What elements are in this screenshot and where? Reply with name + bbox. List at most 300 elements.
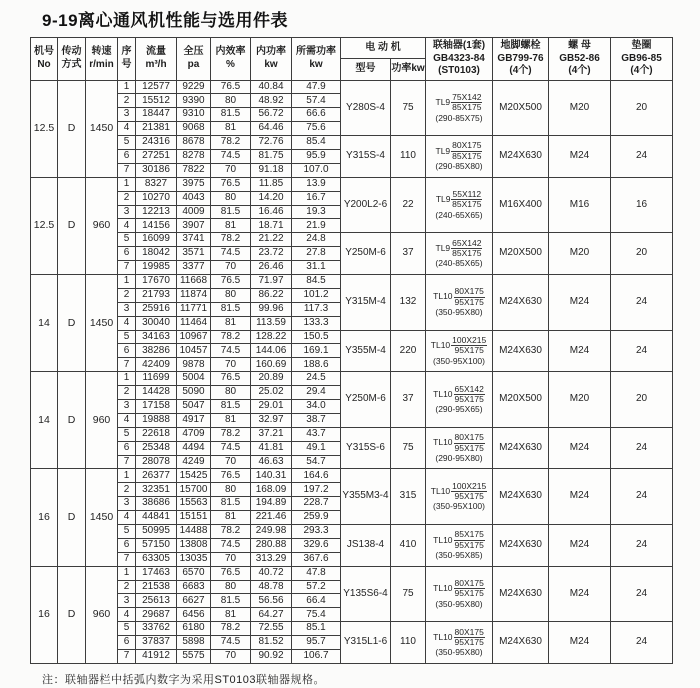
internal-power: 194.89 xyxy=(251,497,292,511)
coupling-note: (290-95X80) xyxy=(435,452,483,463)
column-subheader: 功率kw xyxy=(391,59,426,80)
flow-rate: 24316 xyxy=(136,136,177,150)
seq-no: 1 xyxy=(118,274,136,288)
required-power: 47.9 xyxy=(292,80,341,94)
seq-no: 3 xyxy=(118,399,136,413)
required-power: 21.9 xyxy=(292,219,341,233)
seq-no: 6 xyxy=(118,636,136,650)
table-row xyxy=(31,525,673,539)
coupling-fraction-top: 80X175 xyxy=(454,286,484,297)
total-pressure: 15563 xyxy=(177,497,211,511)
coupling-spec xyxy=(426,177,493,233)
table-row xyxy=(31,427,673,441)
anchor-bolt: M20X500 xyxy=(493,233,549,275)
header-row xyxy=(31,38,673,59)
table-row xyxy=(31,372,673,386)
coupling-note: (290-85X80) xyxy=(435,161,483,172)
motor-model: Y280S-4 xyxy=(341,80,391,136)
required-power: 95.9 xyxy=(292,149,341,163)
total-pressure: 10967 xyxy=(177,330,211,344)
required-power: 66.4 xyxy=(292,594,341,608)
coupling-fraction xyxy=(451,93,482,113)
internal-power: 40.84 xyxy=(251,80,292,94)
coupling-main xyxy=(436,190,482,210)
table-row xyxy=(31,622,673,636)
column-header xyxy=(493,38,549,81)
flow-rate: 21793 xyxy=(136,288,177,302)
flow-rate: 30186 xyxy=(136,163,177,177)
flow-rate: 50995 xyxy=(136,525,177,539)
seq-no: 7 xyxy=(118,163,136,177)
required-power: 95.7 xyxy=(292,636,341,650)
internal-power: 21.22 xyxy=(251,233,292,247)
nut: M24 xyxy=(549,274,611,330)
internal-power: 41.81 xyxy=(251,441,292,455)
flow-rate: 44841 xyxy=(136,511,177,525)
seq-no: 2 xyxy=(118,386,136,400)
seq-no: 4 xyxy=(118,511,136,525)
internal-power: 14.20 xyxy=(251,191,292,205)
seq-no: 2 xyxy=(118,94,136,108)
machine-no: 12.5 xyxy=(31,177,58,274)
required-power: 19.3 xyxy=(292,205,341,219)
seq-no: 7 xyxy=(118,358,136,372)
internal-power: 46.63 xyxy=(251,455,292,469)
coupling-spec xyxy=(426,136,493,178)
table-row xyxy=(31,177,673,191)
coupling-fraction xyxy=(454,385,485,405)
internal-power: 40.72 xyxy=(251,566,292,580)
flow-rate: 10270 xyxy=(136,191,177,205)
internal-efficiency: 76.5 xyxy=(211,372,251,386)
total-pressure: 11668 xyxy=(177,274,211,288)
flow-rate: 21538 xyxy=(136,580,177,594)
fan-table xyxy=(30,37,673,664)
motor-power: 75 xyxy=(391,427,426,469)
internal-efficiency: 81 xyxy=(211,413,251,427)
drive-mode: D xyxy=(58,274,86,371)
nut: M20 xyxy=(549,233,611,275)
coupling-fraction-top: 100X215 xyxy=(452,480,487,491)
header-line: (4个) xyxy=(630,65,653,76)
coupling-prefix: TL10 xyxy=(433,388,453,399)
coupling-spec xyxy=(426,566,493,622)
header-line: 地脚螺栓 xyxy=(500,40,541,51)
total-pressure: 13808 xyxy=(177,538,211,552)
flow-rate: 18447 xyxy=(136,108,177,122)
coupling-note: (240-65X65) xyxy=(435,209,483,220)
motor-power: 22 xyxy=(391,177,426,233)
internal-power: 81.75 xyxy=(251,149,292,163)
total-pressure: 9068 xyxy=(177,122,211,136)
flow-rate: 37837 xyxy=(136,636,177,650)
motor-model: Y315L1-6 xyxy=(341,622,391,664)
total-pressure: 9878 xyxy=(177,358,211,372)
coupling-spec xyxy=(426,80,493,136)
internal-efficiency: 81 xyxy=(211,608,251,622)
coupling-fraction-bottom: 95X175 xyxy=(454,442,484,453)
column-header xyxy=(426,38,493,81)
internal-efficiency: 78.2 xyxy=(211,525,251,539)
internal-power: 280.88 xyxy=(251,538,292,552)
washer: 24 xyxy=(611,622,673,664)
internal-power: 20.89 xyxy=(251,372,292,386)
total-pressure: 4043 xyxy=(177,191,211,205)
internal-power: 26.46 xyxy=(251,261,292,275)
washer: 24 xyxy=(611,566,673,622)
motor-power: 110 xyxy=(391,622,426,664)
motor-model: Y315S-6 xyxy=(341,427,391,469)
nut: M24 xyxy=(549,427,611,469)
required-power: 259.9 xyxy=(292,511,341,525)
header-line: 所需功率 xyxy=(296,46,336,58)
internal-power: 56.72 xyxy=(251,108,292,122)
coupling-fraction xyxy=(454,579,485,599)
required-power: 169.1 xyxy=(292,344,341,358)
header-line: 联轴器(1套) xyxy=(432,40,486,51)
required-power: 34.0 xyxy=(292,399,341,413)
nut: M20 xyxy=(549,80,611,136)
coupling-fraction-bottom: 95X175 xyxy=(454,345,484,356)
washer: 16 xyxy=(611,177,673,233)
speed: 1450 xyxy=(86,274,118,371)
internal-efficiency: 74.5 xyxy=(211,344,251,358)
machine-no: 16 xyxy=(31,469,58,566)
internal-efficiency: 81 xyxy=(211,219,251,233)
header-line: m³/h xyxy=(145,58,167,70)
coupling-prefix: TL10 xyxy=(430,340,451,351)
required-power: 75.6 xyxy=(292,122,341,136)
header-line: (4个) xyxy=(509,65,532,76)
table-row xyxy=(31,80,673,94)
drive-mode: D xyxy=(58,469,86,566)
required-power: 85.1 xyxy=(292,622,341,636)
motor-power: 37 xyxy=(391,233,426,275)
coupling-spec xyxy=(426,274,493,330)
total-pressure: 4009 xyxy=(177,205,211,219)
flow-rate: 29687 xyxy=(136,608,177,622)
header-line: 号 xyxy=(121,58,132,70)
total-pressure: 6627 xyxy=(177,594,211,608)
coupling-fraction-top: 80X175 xyxy=(454,432,484,443)
required-power: 16.7 xyxy=(292,191,341,205)
header-line: 机号 xyxy=(34,46,54,58)
internal-efficiency: 81.5 xyxy=(211,594,251,608)
coupling-fraction xyxy=(454,628,485,648)
column-header xyxy=(611,38,673,81)
header-line: r/min xyxy=(89,58,114,70)
coupling-prefix: TL10 xyxy=(430,485,451,496)
flow-rate: 30040 xyxy=(136,316,177,330)
required-power: 57.2 xyxy=(292,580,341,594)
internal-power: 37.21 xyxy=(251,427,292,441)
internal-efficiency: 81 xyxy=(211,122,251,136)
total-pressure: 15151 xyxy=(177,511,211,525)
header-line: (4个) xyxy=(568,65,591,76)
internal-efficiency: 80 xyxy=(211,191,251,205)
page-title: 9-19离心通风机性能与选用件表 xyxy=(42,11,289,30)
coupling-main xyxy=(433,287,485,307)
coupling-prefix: TL10 xyxy=(433,437,453,448)
coupling-fraction-bottom: 95X175 xyxy=(454,296,484,307)
internal-efficiency: 78.2 xyxy=(211,427,251,441)
internal-efficiency: 80 xyxy=(211,386,251,400)
internal-power: 86.22 xyxy=(251,288,292,302)
internal-efficiency: 76.5 xyxy=(211,80,251,94)
table-row xyxy=(31,136,673,150)
required-power: 29.4 xyxy=(292,386,341,400)
drive-mode: D xyxy=(58,177,86,274)
table-row xyxy=(31,233,673,247)
internal-power: 144.06 xyxy=(251,344,292,358)
drive-mode: D xyxy=(58,372,86,469)
required-power: 75.4 xyxy=(292,608,341,622)
coupling-main xyxy=(431,336,487,356)
internal-efficiency: 81 xyxy=(211,316,251,330)
internal-power: 81.52 xyxy=(251,636,292,650)
machine-no: 16 xyxy=(31,566,58,663)
anchor-bolt: M24X630 xyxy=(493,136,549,178)
coupling-prefix: TL9 xyxy=(435,242,451,253)
internal-efficiency: 70 xyxy=(211,552,251,566)
internal-power: 29.01 xyxy=(251,399,292,413)
seq-no: 6 xyxy=(118,441,136,455)
coupling-fraction-bottom: 95X175 xyxy=(454,491,484,502)
total-pressure: 9390 xyxy=(177,94,211,108)
header-line: kw xyxy=(264,58,278,70)
flow-rate: 34163 xyxy=(136,330,177,344)
internal-efficiency: 80 xyxy=(211,288,251,302)
table-row xyxy=(31,330,673,344)
coupling-fraction-top: 80X175 xyxy=(452,140,482,151)
internal-power: 16.46 xyxy=(251,205,292,219)
seq-no: 2 xyxy=(118,191,136,205)
nut: M24 xyxy=(549,566,611,622)
seq-no: 5 xyxy=(118,622,136,636)
coupling-prefix: TL10 xyxy=(433,631,453,642)
header-line: kw xyxy=(309,58,323,70)
motor-model: Y355M3-4 xyxy=(341,469,391,525)
seq-no: 4 xyxy=(118,219,136,233)
required-power: 164.6 xyxy=(292,469,341,483)
total-pressure: 13035 xyxy=(177,552,211,566)
total-pressure: 11771 xyxy=(177,302,211,316)
anchor-bolt: M24X630 xyxy=(493,469,549,525)
total-pressure: 5004 xyxy=(177,372,211,386)
flow-rate: 16099 xyxy=(136,233,177,247)
header-line: No xyxy=(37,58,51,70)
internal-efficiency: 70 xyxy=(211,650,251,664)
internal-power: 48.92 xyxy=(251,94,292,108)
flow-rate: 22618 xyxy=(136,427,177,441)
internal-efficiency: 70 xyxy=(211,163,251,177)
total-pressure: 6570 xyxy=(177,566,211,580)
table-row xyxy=(31,274,673,288)
coupling-fraction xyxy=(451,239,482,259)
internal-efficiency: 80 xyxy=(211,94,251,108)
total-pressure: 4249 xyxy=(177,455,211,469)
coupling-fraction xyxy=(451,141,482,161)
header-line: GB799-76 xyxy=(497,52,544,64)
total-pressure: 14488 xyxy=(177,525,211,539)
flow-rate: 19888 xyxy=(136,413,177,427)
required-power: 49.1 xyxy=(292,441,341,455)
total-pressure: 6683 xyxy=(177,580,211,594)
seq-no: 1 xyxy=(118,80,136,94)
anchor-bolt: M24X630 xyxy=(493,566,549,622)
drive-mode: D xyxy=(58,80,86,177)
motor-model: Y315M-4 xyxy=(341,274,391,330)
total-pressure: 5898 xyxy=(177,636,211,650)
total-pressure: 4709 xyxy=(177,427,211,441)
nut: M24 xyxy=(549,525,611,567)
coupling-prefix: TL9 xyxy=(435,194,451,205)
total-pressure: 7822 xyxy=(177,163,211,177)
required-power: 150.5 xyxy=(292,330,341,344)
total-pressure: 3975 xyxy=(177,177,211,191)
internal-efficiency: 70 xyxy=(211,455,251,469)
coupling-main xyxy=(436,239,483,259)
internal-efficiency: 76.5 xyxy=(211,274,251,288)
nut: M16 xyxy=(549,177,611,233)
internal-efficiency: 78.2 xyxy=(211,330,251,344)
total-pressure: 5047 xyxy=(177,399,211,413)
total-pressure: 5090 xyxy=(177,386,211,400)
seq-no: 3 xyxy=(118,205,136,219)
column-header xyxy=(118,38,136,81)
washer: 24 xyxy=(611,525,673,567)
header-line: 内功率 xyxy=(256,46,286,58)
coupling-spec xyxy=(426,372,493,428)
header-line: 垫圈 xyxy=(631,40,652,51)
total-pressure: 4917 xyxy=(177,413,211,427)
flow-rate: 12213 xyxy=(136,205,177,219)
motor-power: 410 xyxy=(391,525,426,567)
flow-rate: 25916 xyxy=(136,302,177,316)
seq-no: 2 xyxy=(118,483,136,497)
coupling-spec xyxy=(426,233,493,275)
coupling-fraction xyxy=(451,482,487,502)
motor-model: Y250M-6 xyxy=(341,233,391,275)
seq-no: 4 xyxy=(118,122,136,136)
coupling-fraction-top: 85X175 xyxy=(454,529,484,540)
flow-rate: 38286 xyxy=(136,344,177,358)
internal-efficiency: 74.5 xyxy=(211,247,251,261)
seq-no: 1 xyxy=(118,177,136,191)
flow-rate: 17463 xyxy=(136,566,177,580)
motor-model: Y315S-4 xyxy=(341,136,391,178)
flow-rate: 11699 xyxy=(136,372,177,386)
required-power: 367.6 xyxy=(292,552,341,566)
internal-power: 113.59 xyxy=(251,316,292,330)
required-power: 188.6 xyxy=(292,358,341,372)
coupling-fraction-top: 100X215 xyxy=(452,334,487,345)
seq-no: 5 xyxy=(118,330,136,344)
internal-efficiency: 78.2 xyxy=(211,136,251,150)
coupling-fraction xyxy=(454,530,485,550)
internal-power: 99.96 xyxy=(251,302,292,316)
table-head xyxy=(31,38,673,81)
seq-no: 5 xyxy=(118,427,136,441)
required-power: 106.7 xyxy=(292,650,341,664)
flow-rate: 14428 xyxy=(136,386,177,400)
coupling-fraction-bottom: 95X175 xyxy=(454,588,484,599)
column-header xyxy=(549,38,611,81)
flow-rate: 12577 xyxy=(136,80,177,94)
coupling-fraction xyxy=(451,190,482,210)
coupling-fraction-top: 65X142 xyxy=(454,383,484,394)
motor-power: 75 xyxy=(391,566,426,622)
flow-rate: 21381 xyxy=(136,122,177,136)
flow-rate: 8327 xyxy=(136,177,177,191)
required-power: 13.9 xyxy=(292,177,341,191)
flow-rate: 17670 xyxy=(136,274,177,288)
internal-efficiency: 76.5 xyxy=(211,566,251,580)
nut: M24 xyxy=(549,136,611,178)
internal-efficiency: 74.5 xyxy=(211,538,251,552)
drive-mode: D xyxy=(58,566,86,663)
flow-rate: 32351 xyxy=(136,483,177,497)
seq-no: 5 xyxy=(118,525,136,539)
required-power: 54.7 xyxy=(292,455,341,469)
coupling-fraction-bottom: 85X175 xyxy=(452,248,482,259)
coupling-note: (350-95X80) xyxy=(435,598,483,609)
header-line: 传动 xyxy=(61,46,82,58)
coupling-spec xyxy=(426,622,493,664)
internal-power: 71.97 xyxy=(251,274,292,288)
internal-efficiency: 70 xyxy=(211,358,251,372)
seq-no: 7 xyxy=(118,650,136,664)
required-power: 38.7 xyxy=(292,413,341,427)
machine-no: 14 xyxy=(31,372,58,469)
total-pressure: 15700 xyxy=(177,483,211,497)
column-header xyxy=(86,38,118,81)
coupling-fraction-top: 80X175 xyxy=(454,626,484,637)
column-header xyxy=(177,38,211,81)
header-line: (ST0103) xyxy=(438,65,480,76)
internal-power: 313.29 xyxy=(251,552,292,566)
flow-rate: 26377 xyxy=(136,469,177,483)
total-pressure: 9229 xyxy=(177,80,211,94)
column-header xyxy=(251,38,292,81)
flow-rate: 28078 xyxy=(136,455,177,469)
total-pressure: 9310 xyxy=(177,108,211,122)
speed: 960 xyxy=(86,177,118,274)
coupling-fraction-bottom: 85X175 xyxy=(452,102,482,113)
flow-rate: 33762 xyxy=(136,622,177,636)
required-power: 85.4 xyxy=(292,136,341,150)
washer: 24 xyxy=(611,427,673,469)
flow-rate: 25613 xyxy=(136,594,177,608)
machine-no: 12.5 xyxy=(31,80,58,177)
table-row xyxy=(31,566,673,580)
internal-power: 140.31 xyxy=(251,469,292,483)
internal-power: 32.97 xyxy=(251,413,292,427)
seq-no: 6 xyxy=(118,538,136,552)
column-header-motor: 电 动 机 xyxy=(341,38,426,59)
seq-no: 5 xyxy=(118,136,136,150)
internal-efficiency: 81 xyxy=(211,511,251,525)
coupling-fraction xyxy=(451,336,487,356)
required-power: 228.7 xyxy=(292,497,341,511)
coupling-spec xyxy=(426,427,493,469)
total-pressure: 11874 xyxy=(177,288,211,302)
coupling-main xyxy=(433,579,485,599)
column-header xyxy=(211,38,251,81)
column-header xyxy=(292,38,341,81)
total-pressure: 15425 xyxy=(177,469,211,483)
nut: M24 xyxy=(549,469,611,525)
